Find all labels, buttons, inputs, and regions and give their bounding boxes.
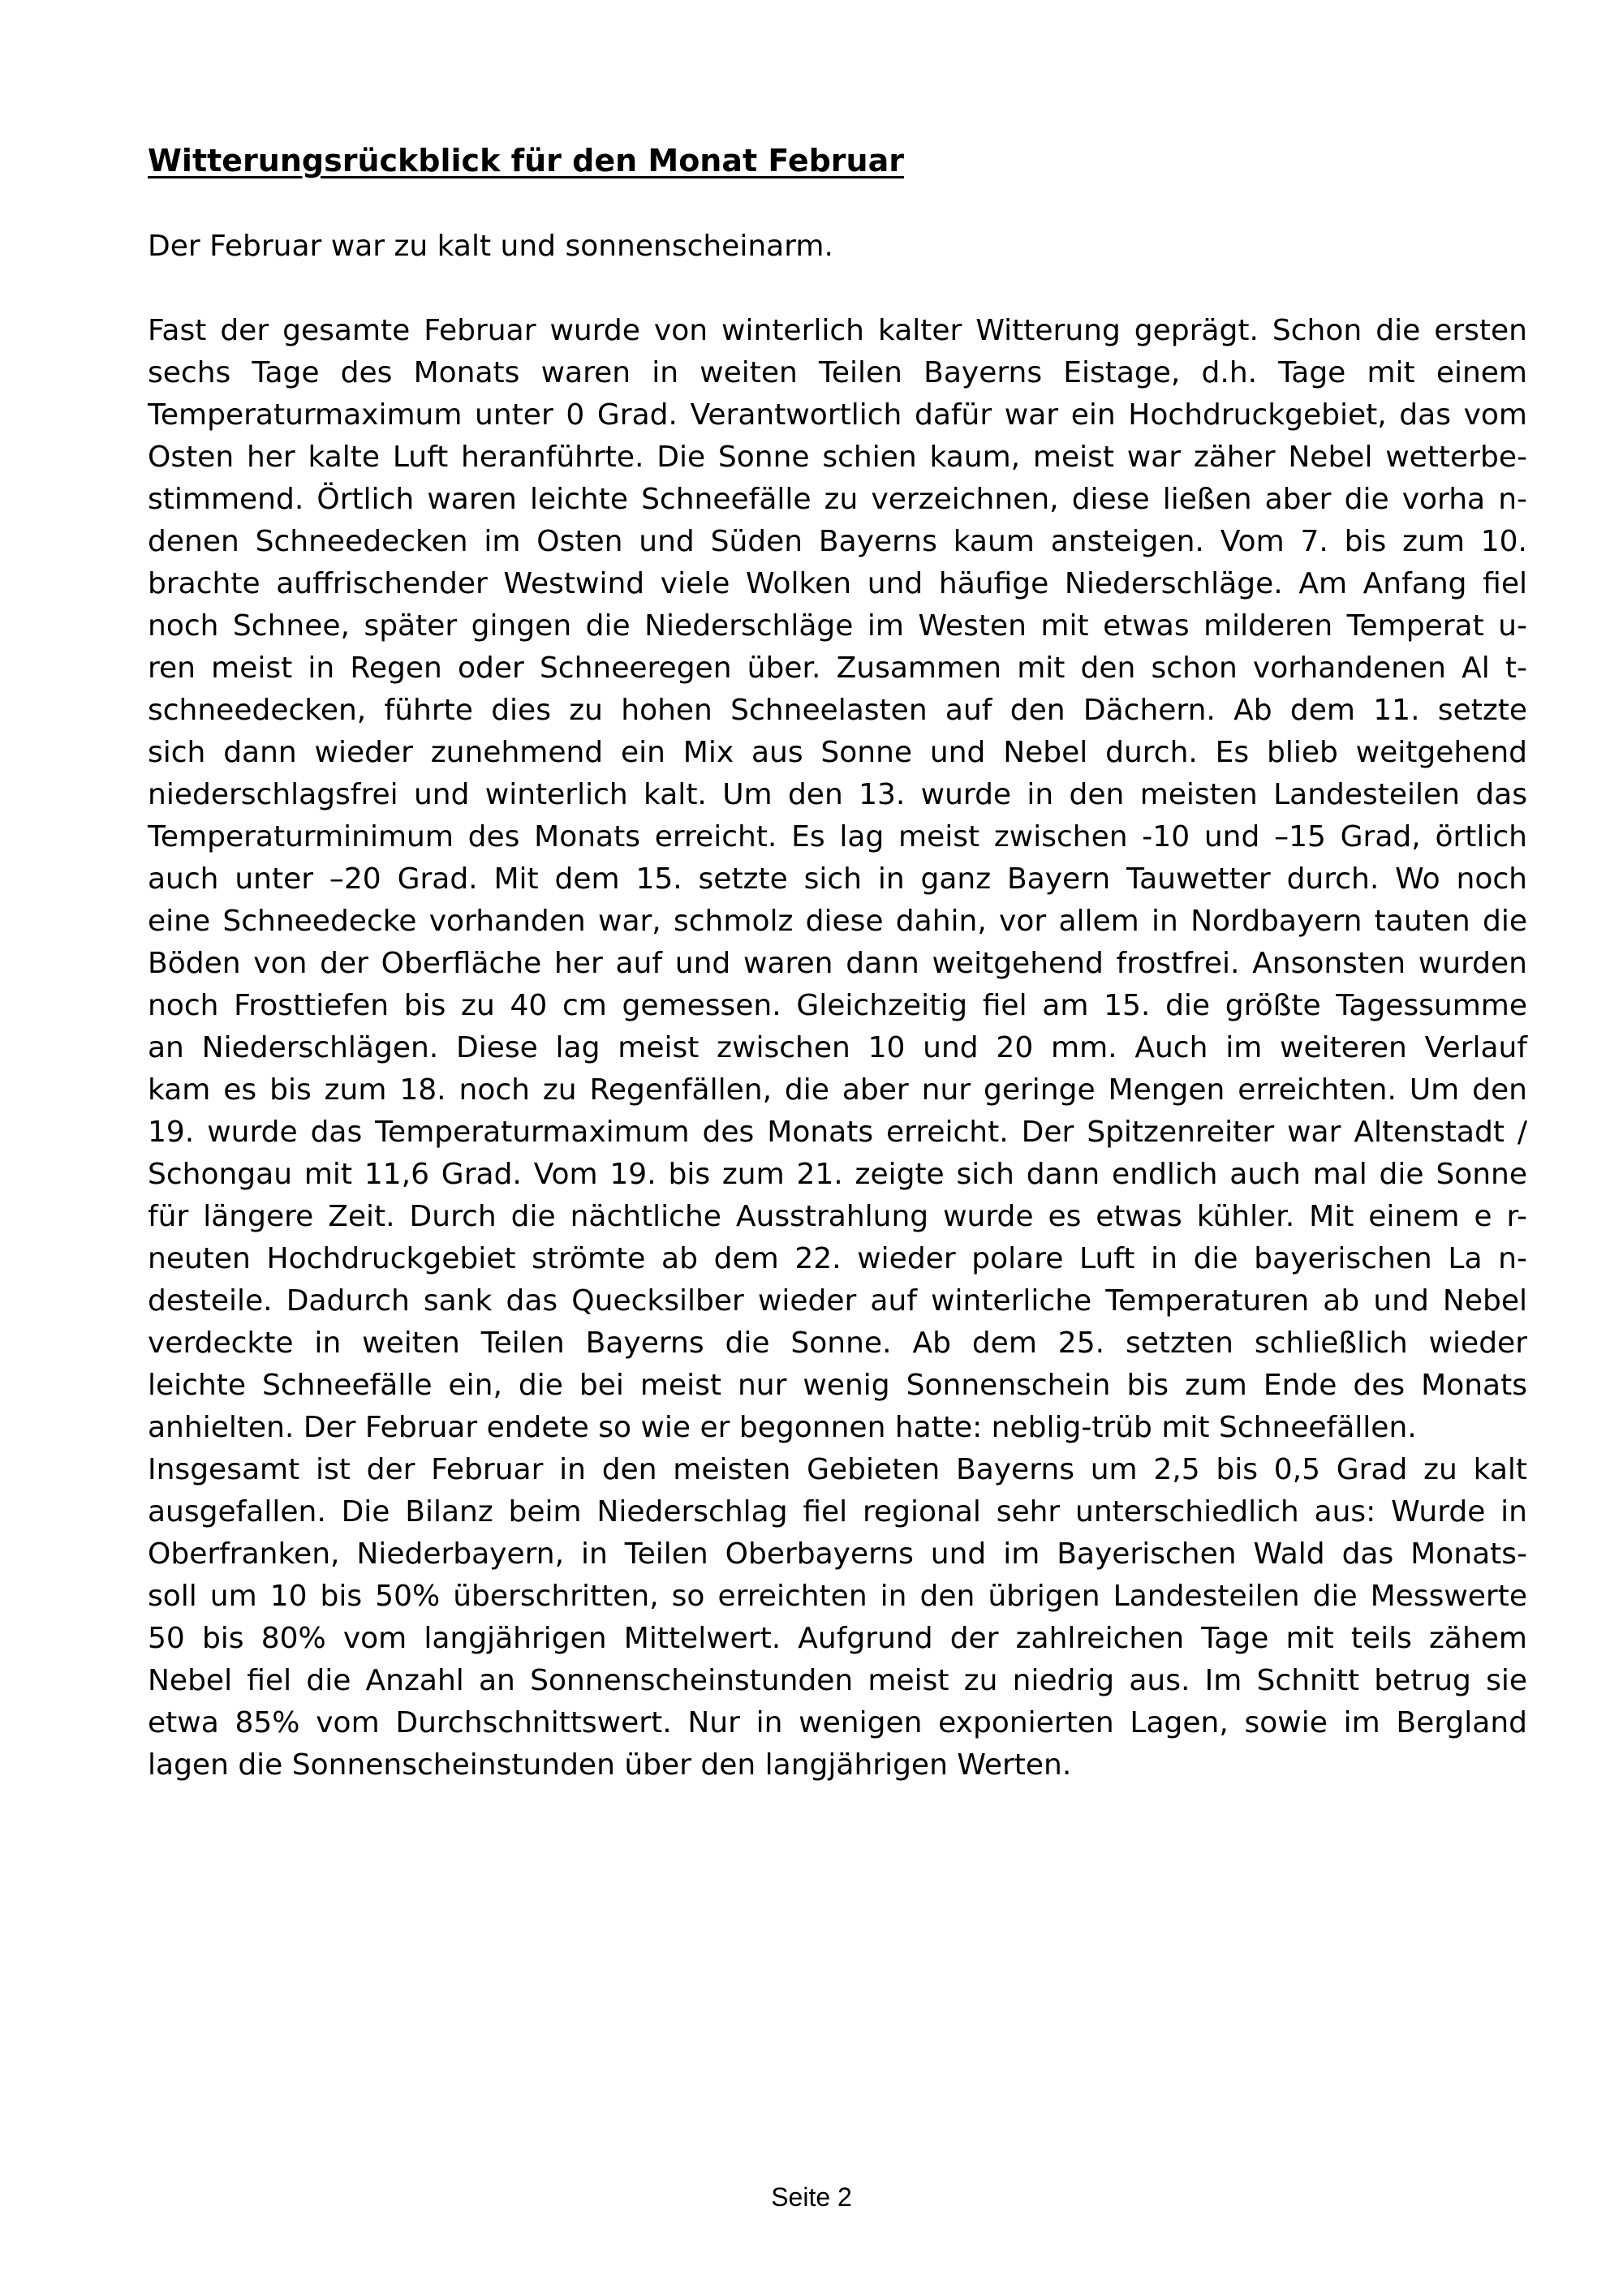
body-line: verdeckte in weiten Teilen Bayerns die Sonne. Ab dem 25. setzten schließlich wieder xyxy=(148,1326,1527,1360)
body-text xyxy=(148,310,1527,1786)
body-line: brachte auffrischender Westwind viele Wolken und häufige Niederschläge. Am Anfang fiel xyxy=(148,567,1527,600)
summary-sentence: Der Februar war zu kalt und sonnenscheinarm. xyxy=(148,230,833,263)
body-line: noch Frosttiefen bis zu 40 cm gemessen. Gleichzeitig fiel am 15. die größte Tagessumme xyxy=(148,989,1527,1022)
body-line: etwa 85% vom Durchschnittswert. Nur in wenigen exponierten Lagen, sowie im Bergland xyxy=(148,1706,1527,1739)
body-line: soll um 10 bis 50% überschritten, so erreichten in den übrigen Landesteilen die Messwerte xyxy=(148,1580,1527,1613)
body-line: sechs Tage des Monats waren in weiten Teilen Bayerns Eistage, d.h. Tage mit einem xyxy=(148,356,1527,389)
body-line: Fast der gesamte Februar wurde von winterlich kalter Witterung geprägt. Schon die ersten xyxy=(148,314,1527,347)
body-line: eine Schneedecke vorhanden war, schmolz diese dahin, vor allem in Nordbayern tauten die xyxy=(148,905,1527,938)
body-line: Böden von der Oberfläche her auf und waren dann weitgehend frostfrei. Ansonsten wurden xyxy=(148,947,1527,980)
body-line: Oberfranken, Niederbayern, in Teilen Oberbayerns und im Bayerischen Wald das Monats- xyxy=(148,1537,1527,1571)
body-line: anhielten. Der Februar endete so wie er begonnen hatte: neblig-trüb mit Schneefällen. xyxy=(148,1411,1417,1444)
body-line: niederschlagsfrei und winterlich kalt. Um den 13. wurde in den meisten Landesteilen das xyxy=(148,778,1527,811)
body-line: auch unter –20 Grad. Mit dem 15. setzte sich in ganz Bayern Tauwetter durch. Wo noch xyxy=(148,862,1527,896)
body-line: Nebel fiel die Anzahl an Sonnenscheinstunden meist zu niedrig aus. Im Schnitt betrug sie xyxy=(148,1664,1527,1697)
body-line: an Niederschlägen. Diese lag meist zwischen 10 und 20 mm. Auch im weiteren Verlauf xyxy=(148,1031,1527,1064)
page-title: Witterungsrückblick für den Monat Februar xyxy=(148,143,904,178)
body-line: neuten Hochdruckgebiet strömte ab dem 22. wieder polare Luft in die bayerischen La n- xyxy=(148,1242,1527,1275)
page-number: Seite 2 xyxy=(771,2182,852,2212)
body-line: für längere Zeit. Durch die nächtliche Ausstrahlung wurde es etwas kühler. Mit einem e r- xyxy=(148,1200,1527,1233)
body-line: 19. wurde das Temperaturmaximum des Monats erreicht. Der Spitzenreiter war Altenstadt / xyxy=(148,1116,1527,1149)
body-line: lagen die Sonnenscheinstunden über den langjährigen Werten. xyxy=(148,1748,1072,1782)
body-line: 50 bis 80% vom langjährigen Mittelwert. Aufgrund der zahlreichen Tage mit teils zähem xyxy=(148,1622,1527,1655)
body-line: sich dann wieder zunehmend ein Mix aus Sonne und Nebel durch. Es blieb weitgehend xyxy=(148,736,1527,769)
body-line: Schongau mit 11,6 Grad. Vom 19. bis zum 21. zeigte sich dann endlich auch mal die Sonne xyxy=(148,1158,1527,1191)
body-line: desteile. Dadurch sank das Quecksilber wieder auf winterliche Temperaturen ab und Nebel xyxy=(148,1284,1527,1318)
body-line: schneedecken, führte dies zu hohen Schneelasten auf den Dächern. Ab dem 11. setzte xyxy=(148,694,1527,727)
body-line: Osten her kalte Luft heranführte. Die Sonne schien kaum, meist war zäher Nebel wetterbe- xyxy=(148,441,1527,474)
body-line: kam es bis zum 18. noch zu Regenfällen, die aber nur geringe Mengen erreichten. Um den xyxy=(148,1073,1527,1107)
body-line: Insgesamt ist der Februar in den meisten Gebieten Bayerns um 2,5 bis 0,5 Grad zu kalt xyxy=(148,1453,1527,1486)
body-line: ausgefallen. Die Bilanz beim Niederschlag fiel regional sehr unterschiedlich aus: Wurde in xyxy=(148,1495,1527,1529)
body-line: Temperaturminimum des Monats erreicht. Es lag meist zwischen -10 und –15 Grad, örtlich xyxy=(148,820,1527,853)
body-line: Temperaturmaximum unter 0 Grad. Verantwortlich dafür war ein Hochdruckgebiet, das vom xyxy=(148,398,1527,432)
body-line: leichte Schneefälle ein, die bei meist nur wenig Sonnenschein bis zum Ende des Monats xyxy=(148,1369,1527,1402)
body-line: noch Schnee, später gingen die Niederschläge im Westen mit etwas milderen Temperat u- xyxy=(148,609,1527,643)
body-line: stimmend. Örtlich waren leichte Schneefälle zu verzeichnen, diese ließen aber die vorha n- xyxy=(148,483,1527,516)
body-line: denen Schneedecken im Osten und Süden Bayerns kaum ansteigen. Vom 7. bis zum 10. xyxy=(148,525,1527,558)
body-line: ren meist in Regen oder Schneeregen über. Zusammen mit den schon vorhandenen Al t- xyxy=(148,651,1527,685)
